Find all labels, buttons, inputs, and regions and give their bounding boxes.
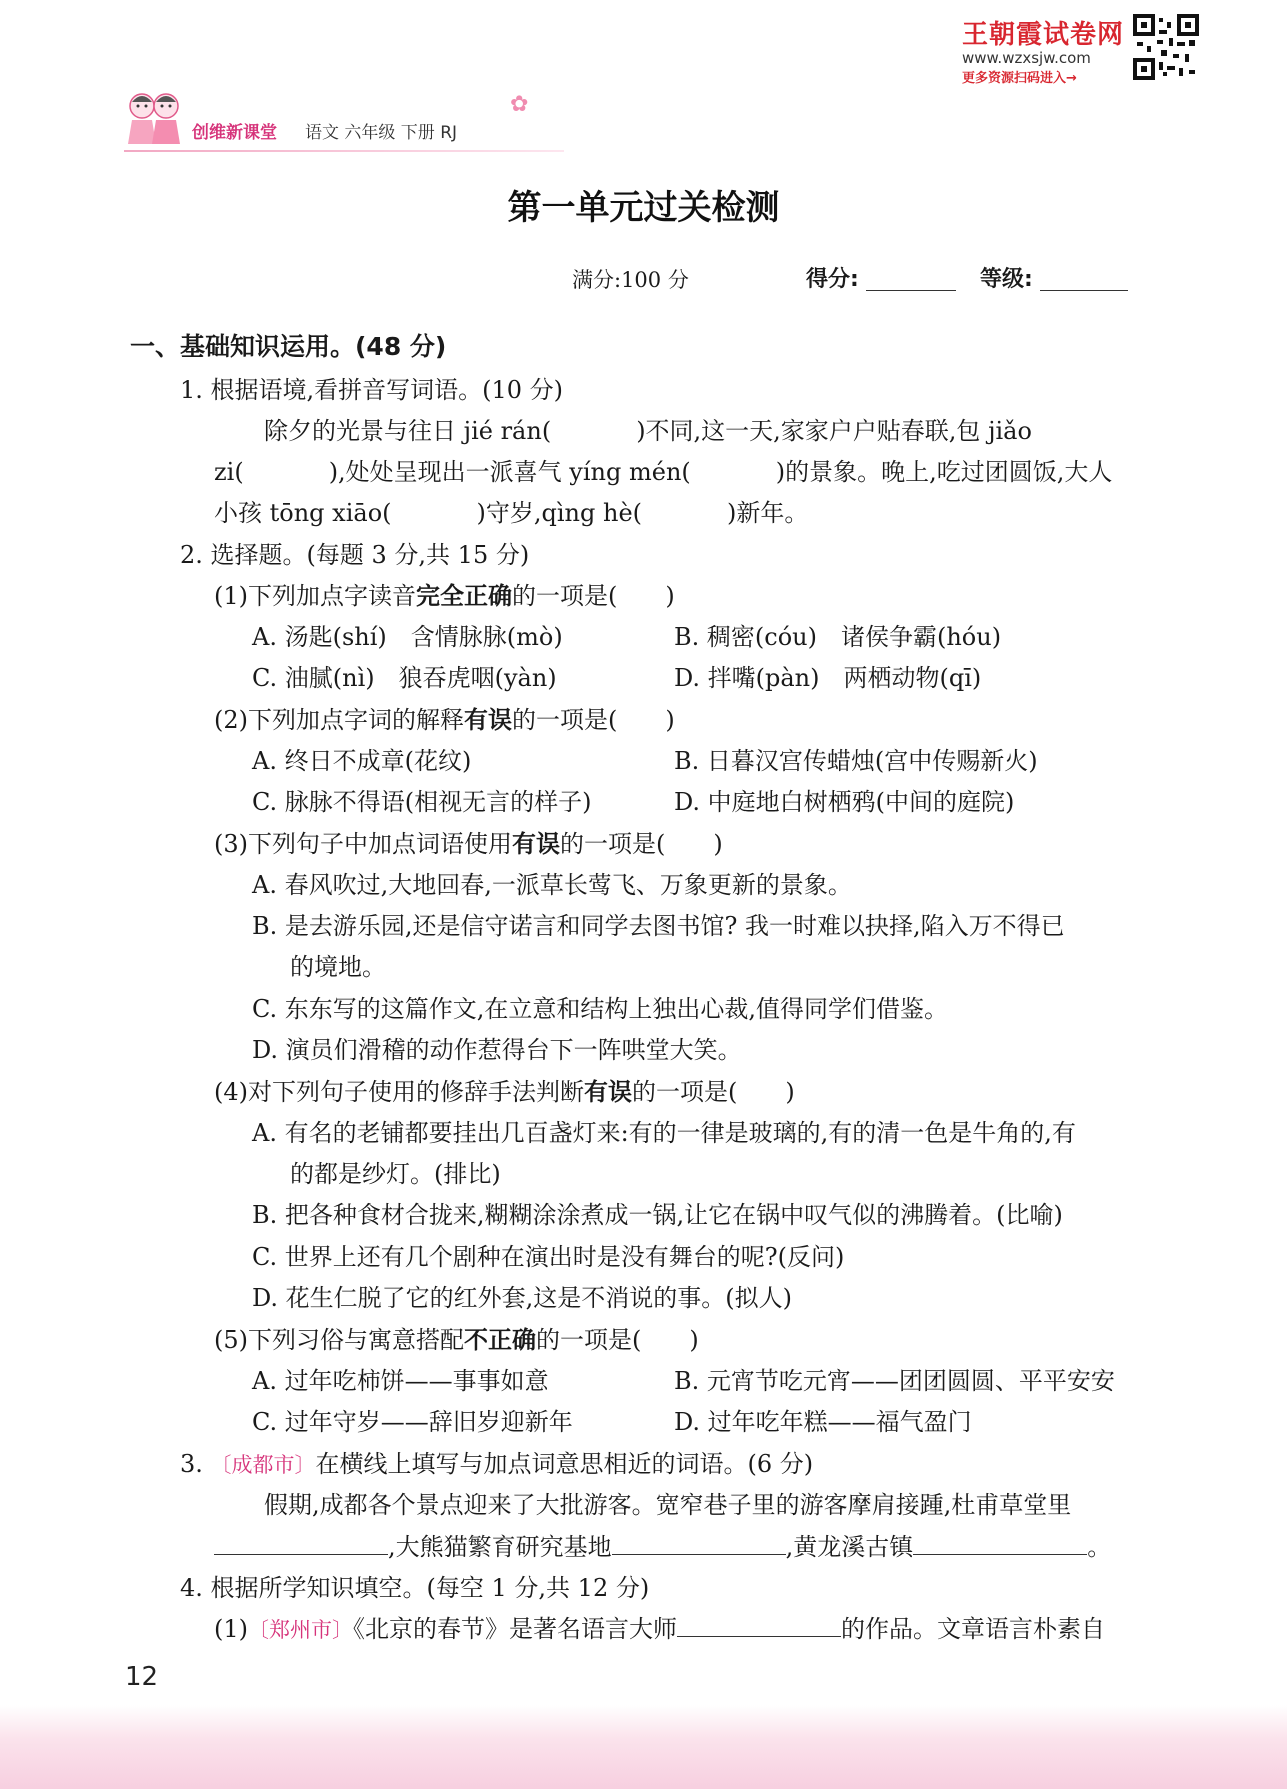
brand-scan: 更多资源扫码进入→ xyxy=(962,71,1077,86)
answer-blank[interactable] xyxy=(612,1530,786,1555)
option-d[interactable]: D. 拌嘴(pàn) 两栖动物(qī) xyxy=(674,664,982,692)
option-c[interactable]: C. 油腻(nì) 狼吞虎咽(yàn) xyxy=(252,664,557,692)
header-rule xyxy=(124,150,564,152)
option-c[interactable]: C. 东东写的这篇作文,在立意和结构上独出心裁,值得同学们借鉴。 xyxy=(252,995,949,1023)
page-title: 第一单元过关检测 xyxy=(507,188,780,228)
answer-blank[interactable] xyxy=(244,456,329,480)
series-name: 创维新课堂 xyxy=(192,123,277,143)
page-number: 12 xyxy=(125,1662,159,1692)
region-tag: 〔成都市〕 xyxy=(210,1453,316,1477)
sub-question-1: (1)下列加点字读音完全正确的一项是( ) xyxy=(214,582,675,610)
book-info: 语文 六年级 下册 RJ xyxy=(305,123,458,143)
full-score: 满分:100 分 xyxy=(572,268,689,292)
flower-icon: ✿ xyxy=(510,92,529,117)
option-a[interactable]: A. 有名的老铺都要挂出几百盏灯来:有的一律是玻璃的,有的清一色是牛角的,有 xyxy=(252,1119,1076,1147)
score-field[interactable] xyxy=(866,264,956,291)
option-d[interactable]: D. 中庭地白树栖鸦(中间的庭院) xyxy=(674,788,1015,816)
answer-blank[interactable] xyxy=(677,1612,841,1637)
brand-logo xyxy=(962,14,1124,86)
option-a[interactable]: A. 汤匙(shí) 含情脉脉(mò) xyxy=(252,623,563,651)
question-3-text: 假期,成都各个景点迎来了大批游客。宽窄巷子里的游客摩肩接踵,杜甫草堂里 xyxy=(264,1491,1072,1519)
option-c[interactable]: C. 过年守岁——辞旧岁迎新年 xyxy=(252,1408,573,1436)
brand-name: 王朝霞试卷网 xyxy=(962,20,1125,50)
sub-question-2: (2)下列加点字词的解释有误的一项是( ) xyxy=(214,706,675,734)
option-a[interactable]: A. 春风吹过,大地回春,一派草长莺飞、万象更新的景象。 xyxy=(252,871,852,899)
option-b[interactable]: B. 稠密(cóu) 诸侯争霸(hóu) xyxy=(674,623,1002,651)
sub-question-4: (4)对下列句子使用的修辞手法判断有误的一项是( ) xyxy=(214,1078,795,1106)
answer-blank[interactable] xyxy=(691,456,776,480)
option-b[interactable]: B. 把各种食材合拢来,糊糊涂涂煮成一锅,让它在锅中叹气似的沸腾着。(比喻) xyxy=(252,1201,1063,1229)
option-b[interactable]: B. 日暮汉宫传蜡烛(宫中传赐新火) xyxy=(674,747,1038,775)
sub-question-5: (5)下列习俗与寓意搭配不正确的一项是( ) xyxy=(214,1326,699,1354)
question-3-title: 3. 〔成都市〕在横线上填写与加点词意思相近的词语。(6 分) xyxy=(180,1450,814,1478)
footer-band xyxy=(0,1705,1287,1789)
option-d[interactable]: D. 演员们滑稽的动作惹得台下一阵哄堂大笑。 xyxy=(252,1036,742,1064)
answer-blank[interactable] xyxy=(214,1530,388,1555)
option-b-continued: 的境地。 xyxy=(290,953,386,981)
region-tag: 〔郑州市〕 xyxy=(248,1618,353,1642)
question-2-title: 2. 选择题。(每题 3 分,共 15 分) xyxy=(180,541,530,569)
score-label: 得分: xyxy=(806,267,859,292)
question-1-line: zi( ),处处呈现出一派喜气 yíng mén( )的景象。晚上,吃过团圆饭,大人 xyxy=(214,458,1113,486)
question-1-title: 1. 根据语境,看拼音写词语。(10 分) xyxy=(180,376,564,404)
option-d[interactable]: D. 过年吃年糕——福气盈门 xyxy=(674,1408,972,1436)
mascot-icon xyxy=(122,88,186,154)
question-4-item-1: (1)〔郑州市〕《北京的春节》是著名语言大师 的作品。文章语言朴素自 xyxy=(214,1612,1105,1647)
answer-blank[interactable] xyxy=(642,497,727,521)
section-heading: 一、基础知识运用。(48 分) xyxy=(130,332,447,361)
qr-code-icon[interactable] xyxy=(1133,14,1199,80)
option-c[interactable]: C. 脉脉不得语(相视无言的样子) xyxy=(252,788,592,816)
answer-blank[interactable] xyxy=(913,1530,1087,1555)
option-a[interactable]: A. 过年吃柿饼——事事如意 xyxy=(252,1367,549,1395)
option-a[interactable]: A. 终日不成章(花纹) xyxy=(252,747,472,775)
brand-url: www.wzxsjw.com xyxy=(962,49,1091,67)
option-b[interactable]: B. 元宵节吃元宵——团团圆圆、平平安安 xyxy=(674,1367,1115,1395)
question-3-blanks: ,大熊猫繁育研究基地 ,黄龙溪古镇 。 xyxy=(214,1530,1111,1564)
answer-blank[interactable] xyxy=(392,497,477,521)
option-a-continued: 的都是纱灯。(排比) xyxy=(290,1160,501,1188)
option-c[interactable]: C. 世界上还有几个剧种在演出时是没有舞台的呢?(反问) xyxy=(252,1243,845,1271)
question-1-line: 小孩 tōng xiāo( )守岁,qìng hè( )新年。 xyxy=(214,499,809,527)
question-4-title: 4. 根据所学知识填空。(每空 1 分,共 12 分) xyxy=(180,1574,650,1602)
option-d[interactable]: D. 花生仁脱了它的红外套,这是不消说的事。(拟人) xyxy=(252,1284,792,1312)
option-b[interactable]: B. 是去游乐园,还是信守诺言和同学去图书馆? 我一时难以抉择,陷入万不得已 xyxy=(252,912,1065,940)
grade-field[interactable] xyxy=(1040,264,1128,291)
sub-question-3: (3)下列句子中加点词语使用有误的一项是( ) xyxy=(214,830,723,858)
grade-label: 等级: xyxy=(980,267,1033,292)
question-1-line: 除夕的光景与往日 jié rán( )不同,这一天,家家户户贴春联,包 jiǎo xyxy=(264,417,1032,445)
answer-blank[interactable] xyxy=(551,415,636,439)
